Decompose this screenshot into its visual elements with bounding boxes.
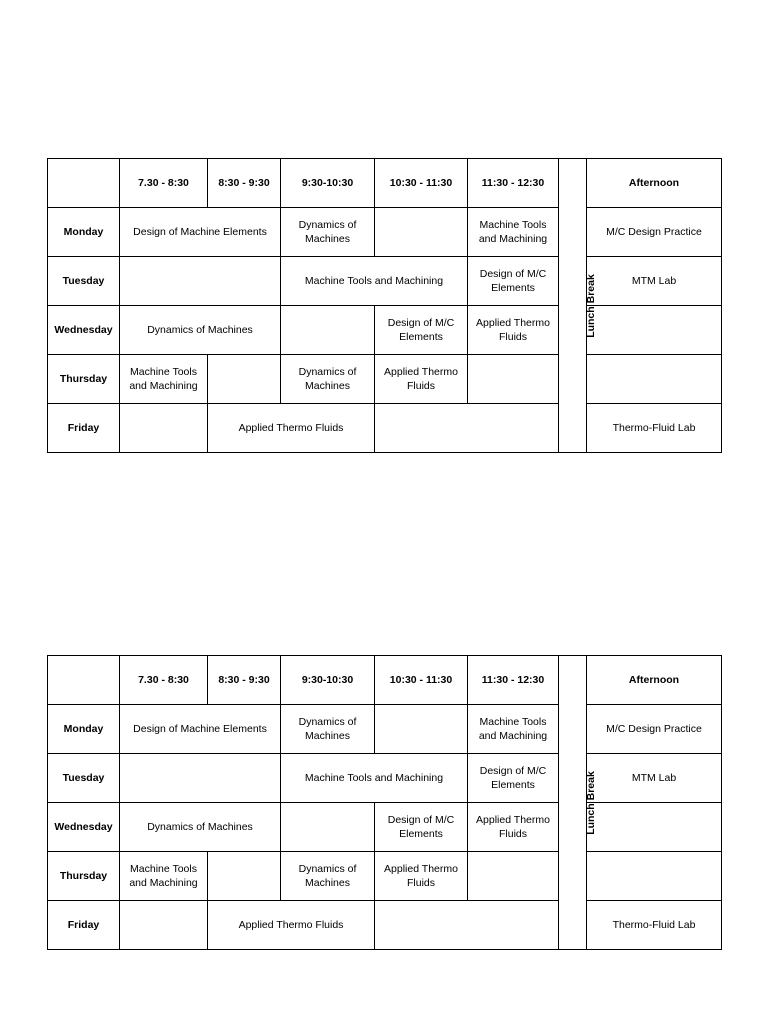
time-slot-header: 9:30-10:30 [281, 656, 375, 705]
header-row [48, 656, 722, 705]
day-row [48, 355, 722, 404]
time-slot-header: 8:30 - 9:30 [208, 656, 281, 705]
empty-cell [375, 705, 468, 754]
header-row [48, 159, 722, 208]
day-label: Friday [48, 404, 120, 453]
afternoon-cell [587, 306, 722, 355]
timetable-bottom [47, 655, 722, 950]
day-label: Wednesday [48, 803, 120, 852]
lunch-break-cell [559, 159, 597, 453]
class-cell: Dynamics of Machines [281, 208, 375, 257]
class-cell: Design of M/C Elements [468, 754, 559, 803]
time-slot-header: 7.30 - 8:30 [120, 656, 208, 705]
day-row [48, 754, 722, 803]
class-cell: Design of M/C Elements [468, 257, 559, 306]
class-cell: Machine Tools and Machining [468, 705, 559, 754]
class-cell: Dynamics of Machines [281, 355, 375, 404]
empty-cell [208, 852, 281, 901]
class-cell: Dynamics of Machines [281, 705, 375, 754]
class-cell: Machine Tools and Machining [468, 208, 559, 257]
empty-cell [120, 901, 208, 950]
class-cell: Applied Thermo Fluids [208, 404, 375, 453]
empty-cell [120, 257, 281, 306]
empty-cell [375, 404, 559, 453]
afternoon-cell: MTM Lab [587, 257, 722, 306]
class-cell: Design of Machine Elements [120, 208, 281, 257]
day-label: Wednesday [48, 306, 120, 355]
empty-cell [468, 852, 559, 901]
class-cell: Applied Thermo Fluids [208, 901, 375, 950]
day-row [48, 257, 722, 306]
time-slot-header: 10:30 - 11:30 [375, 159, 468, 208]
empty-cell [120, 754, 281, 803]
class-cell: Dynamics of Machines [281, 852, 375, 901]
lunch-break-cell [559, 656, 597, 950]
day-label: Monday [48, 705, 120, 754]
time-slot-header: 10:30 - 11:30 [375, 656, 468, 705]
lunch-break-label: Lunch Break [584, 273, 597, 338]
empty-cell [375, 901, 559, 950]
day-row [48, 901, 722, 950]
class-cell: Design of M/C Elements [375, 306, 468, 355]
lunch-break-label: Lunch Break [584, 770, 597, 835]
class-cell: Dynamics of Machines [120, 803, 281, 852]
empty-cell [120, 404, 208, 453]
day-label: Monday [48, 208, 120, 257]
empty-cell [468, 355, 559, 404]
class-cell: Applied Thermo Fluids [375, 852, 468, 901]
time-slot-header: 8:30 - 9:30 [208, 159, 281, 208]
day-label: Tuesday [48, 754, 120, 803]
class-cell: Machine Tools and Machining [120, 355, 208, 404]
afternoon-cell [587, 803, 722, 852]
class-cell: Applied Thermo Fluids [468, 306, 559, 355]
class-cell: Machine Tools and Machining [120, 852, 208, 901]
day-row [48, 306, 722, 355]
afternoon-cell: MTM Lab [587, 754, 722, 803]
day-label: Tuesday [48, 257, 120, 306]
afternoon-cell [587, 852, 722, 901]
afternoon-cell: M/C Design Practice [587, 705, 722, 754]
day-row [48, 404, 722, 453]
class-cell: Applied Thermo Fluids [468, 803, 559, 852]
class-cell: Machine Tools and Machining [281, 754, 468, 803]
class-cell: Applied Thermo Fluids [375, 355, 468, 404]
afternoon-cell: Thermo-Fluid Lab [587, 404, 722, 453]
class-cell: Machine Tools and Machining [281, 257, 468, 306]
class-cell: Design of Machine Elements [120, 705, 281, 754]
time-slot-header: 11:30 - 12:30 [468, 656, 559, 705]
day-row [48, 705, 722, 754]
class-cell: Dynamics of Machines [120, 306, 281, 355]
time-slot-header: 11:30 - 12:30 [468, 159, 559, 208]
time-slot-header: 7.30 - 8:30 [120, 159, 208, 208]
empty-cell [375, 208, 468, 257]
afternoon-cell [587, 355, 722, 404]
day-row [48, 803, 722, 852]
empty-cell [208, 355, 281, 404]
day-label: Thursday [48, 355, 120, 404]
time-slot-header: 9:30-10:30 [281, 159, 375, 208]
day-row [48, 208, 722, 257]
day-row [48, 852, 722, 901]
afternoon-cell: M/C Design Practice [587, 208, 722, 257]
day-label: Friday [48, 901, 120, 950]
class-cell: Design of M/C Elements [375, 803, 468, 852]
empty-cell [281, 803, 375, 852]
day-label: Thursday [48, 852, 120, 901]
empty-cell [281, 306, 375, 355]
afternoon-cell: Thermo-Fluid Lab [587, 901, 722, 950]
timetable-top [47, 158, 722, 453]
afternoon-header: Afternoon [587, 159, 722, 208]
afternoon-header: Afternoon [587, 656, 722, 705]
corner-cell [48, 159, 120, 208]
corner-cell [48, 656, 120, 705]
